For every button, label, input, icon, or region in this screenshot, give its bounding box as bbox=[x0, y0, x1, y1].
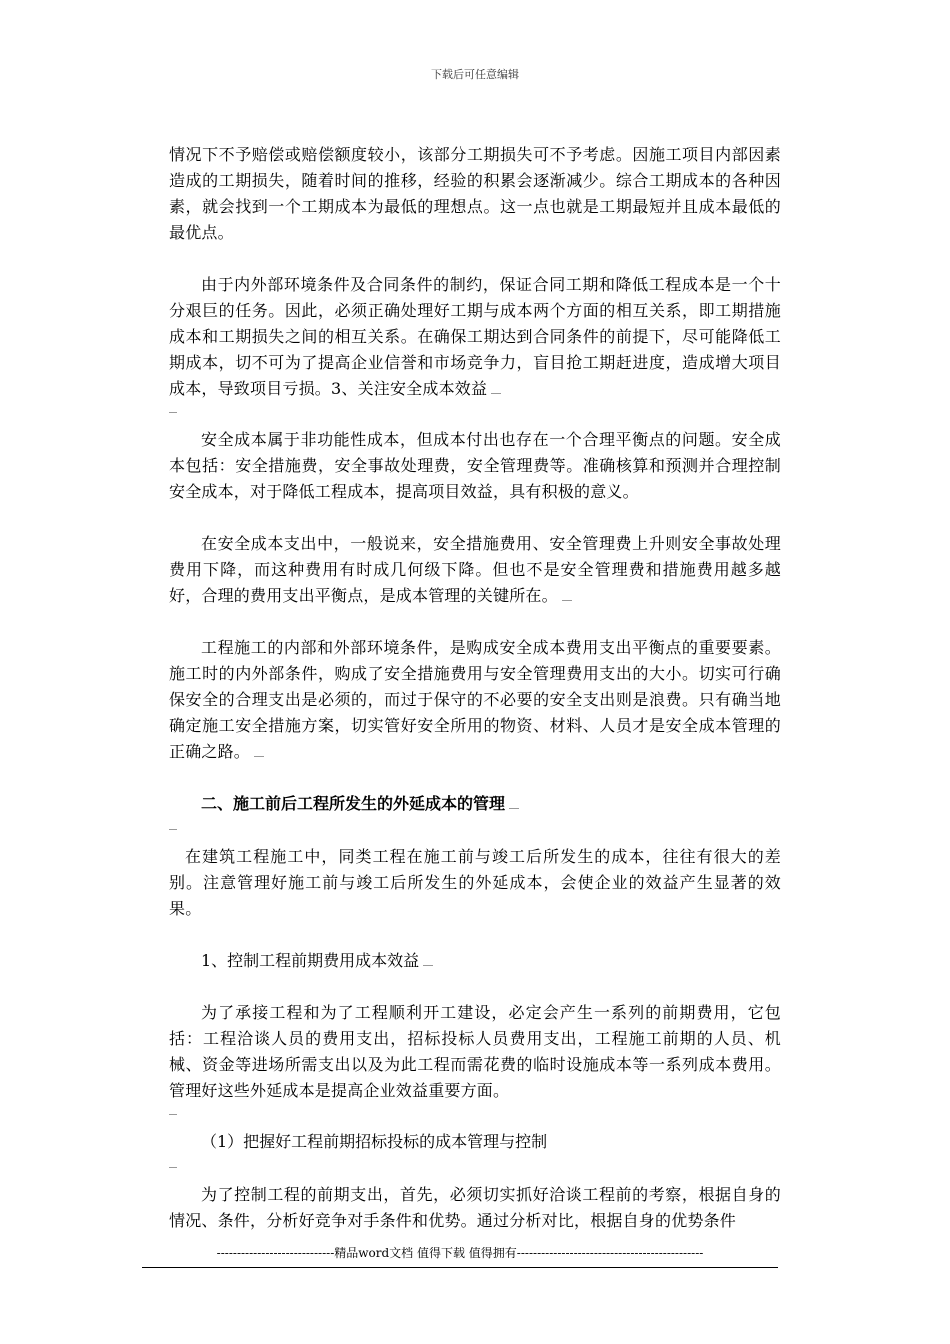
edit-mark bbox=[509, 808, 519, 809]
paragraph-5-text: 工程施工的内部和外部环境条件，是购成安全成本费用支出平衡点的重要要素。施工时的内外部条件，购成了安全措施费用与安全管理费用支出的大小。切实可行确保安全的合理支出是必须的，而过于保守的不必要的安全支出则是浪费。只有确当地确定施工安全措施方案，切实管好安全所用的物资、材料、人员才是安全成本管理的正确之路。 bbox=[169, 638, 781, 761]
subsection-heading-text: 1、控制工程前期费用成本效益 bbox=[201, 951, 420, 970]
edit-mark bbox=[254, 756, 264, 757]
paragraph-4 bbox=[169, 531, 781, 609]
paragraph-5 bbox=[169, 635, 781, 765]
paragraph-6: 在建筑工程施工中，同类工程在施工前与竣工后所发生的成本，往往有很大的差别。注意管理好施工前与竣工后所发生的外延成本，会使企业的效益产生显著的效果。 bbox=[169, 847, 781, 918]
paragraph-2-text: 由于内外部环境条件及合同条件的制约，保证合同工期和降低工程成本是一个十分艰巨的任务。因此，必须正确处理好工期与成本两个方面的相互关系，即工期措施成本和工期损失之间的相互关系。在确保工期达到合同条件的前提下，尽可能降低工期成本，切不可为了提高企业信誉和市场竞争力，盲目抢工期赶进度，造成增大项目成本，导致项目亏损。3、关注安全成本效益 bbox=[169, 275, 781, 398]
paragraph-2 bbox=[169, 272, 781, 402]
sub-subsection-heading: （1）把握好工程前期招标投标的成本管理与控制 bbox=[201, 1132, 548, 1151]
paragraph-8: 为了控制工程的前期支出，首先，必须切实抓好洽谈工程前的考察，根据自身的情况、条件，分析好竞争对手条件和优势。通过分析对比，根据自身的优势条件 bbox=[169, 1185, 781, 1230]
section-heading bbox=[169, 791, 781, 817]
edit-mark bbox=[562, 600, 572, 601]
paragraph-4-text: 在安全成本支出中，一般说来，安全措施费用、安全管理费上升则安全事故处理费用下降，而这种费用有时成几何级下降。但也不是安全管理费和措施费用越多越好，合理的费用支出平衡点，是成本管理的关键所在。 bbox=[169, 534, 781, 605]
edit-mark bbox=[423, 965, 433, 966]
paragraph-3: 安全成本属于非功能性成本，但成本付出也存在一个合理平衡点的问题。安全成本包括：安全措施费，安全事故处理费，安全管理费等。准确核算和预测并合理控制安全成本，对于降低工程成本，提高项目效益，具有积极的意义。 bbox=[169, 430, 781, 501]
page-header: 下载后可任意编辑 bbox=[431, 68, 519, 81]
subsection-heading bbox=[169, 948, 781, 974]
document-body bbox=[169, 142, 781, 1234]
section-heading-text: 二、施工前后工程所发生的外延成本的管理 bbox=[201, 794, 506, 813]
edit-mark bbox=[491, 393, 501, 394]
paragraph-1: 情况下不予赔偿或赔偿额度较小，该部分工期损失可不予考虑。因施工项目内部因素造成的工期损失，随着时间的推移，经验的积累会逐渐减少。综合工期成本的各种因素，就会找到一个工期成本为最低的理想点。这一点也就是工期最短并且成本最低的最优点。 bbox=[169, 145, 781, 242]
paragraph-7: 为了承接工程和为了工程顺利开工建设，必定会产生一系列的前期费用，它包括：工程洽谈人员的费用支出，招标投标人员费用支出，工程施工前期的人员、机械、资金等进场所需支出以及为此工程而需花费的临时设施成本等一系列成本费用。管理好这些外延成本是提高企业效益重要方面。 bbox=[169, 1003, 781, 1100]
page-footer: -----------------------------精品word文档 值得下载 值得拥有---------------------------------------------- bbox=[142, 1244, 778, 1268]
